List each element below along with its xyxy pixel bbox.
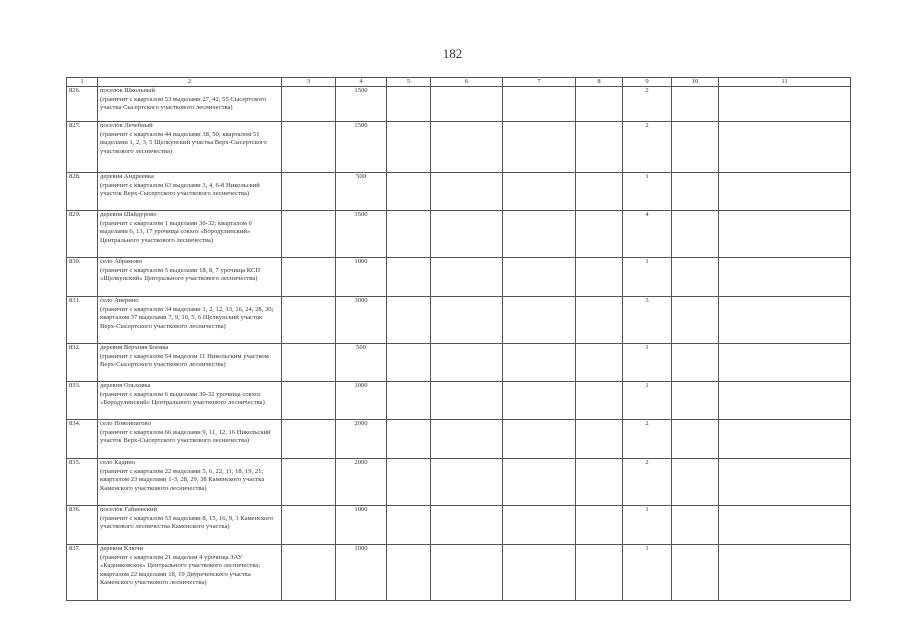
cell-col3 bbox=[282, 87, 336, 122]
area-value: 3500 bbox=[336, 211, 387, 258]
cell-col7 bbox=[503, 506, 576, 545]
row-number: 836. bbox=[67, 506, 98, 545]
table-row bbox=[67, 545, 851, 601]
row-number: 827. bbox=[67, 122, 98, 173]
area-value: 1000 bbox=[336, 545, 387, 601]
area-value: 3000 bbox=[336, 297, 387, 344]
table-row bbox=[67, 506, 851, 545]
location-cell bbox=[98, 211, 282, 258]
row-number: 828. bbox=[67, 173, 98, 211]
cell-col10 bbox=[672, 258, 719, 297]
cell-col8 bbox=[576, 545, 623, 601]
cell-col10 bbox=[672, 506, 719, 545]
col-header-4: 4 bbox=[336, 78, 387, 87]
cell-col8 bbox=[576, 173, 623, 211]
cell-col10 bbox=[672, 297, 719, 344]
col-header-10: 10 bbox=[672, 78, 719, 87]
table-row bbox=[67, 297, 851, 344]
cell-col6 bbox=[431, 506, 503, 545]
location-cell bbox=[98, 258, 282, 297]
cell-col5 bbox=[387, 297, 431, 344]
cell-col7 bbox=[503, 382, 576, 420]
location-description: (граничит с кварталом 63 выделами 3, 4, 6-8 Никольский участок Верх-Сысертского участкового лесничества) bbox=[100, 181, 260, 198]
cell-col6 bbox=[431, 211, 503, 258]
cell-col6 bbox=[431, 344, 503, 382]
row-number: 832. bbox=[67, 344, 98, 382]
col-header-2: 2 bbox=[98, 78, 282, 87]
cell-col3 bbox=[282, 297, 336, 344]
cell-col10 bbox=[672, 122, 719, 173]
location-cell bbox=[98, 87, 282, 122]
cell-col3 bbox=[282, 506, 336, 545]
location-cell bbox=[98, 297, 282, 344]
settlements-table bbox=[66, 77, 851, 601]
cell-col5 bbox=[387, 211, 431, 258]
col9-value: 2 bbox=[623, 459, 672, 506]
cell-col6 bbox=[431, 258, 503, 297]
col9-value: 3 bbox=[623, 297, 672, 344]
col9-value: 2 bbox=[623, 420, 672, 459]
cell-col8 bbox=[576, 258, 623, 297]
cell-col10 bbox=[672, 87, 719, 122]
table-row bbox=[67, 211, 851, 258]
cell-col10 bbox=[672, 344, 719, 382]
cell-col3 bbox=[282, 382, 336, 420]
row-number: 826. bbox=[67, 87, 98, 122]
cell-col5 bbox=[387, 382, 431, 420]
cell-col11 bbox=[719, 382, 851, 420]
row-number: 833. bbox=[67, 382, 98, 420]
table-row bbox=[67, 258, 851, 297]
cell-col11 bbox=[719, 173, 851, 211]
col9-value: 1 bbox=[623, 258, 672, 297]
cell-col6 bbox=[431, 545, 503, 601]
cell-col11 bbox=[719, 545, 851, 601]
table-row bbox=[67, 420, 851, 459]
cell-col10 bbox=[672, 420, 719, 459]
location-description: (граничит с кварталом 21 выделом 4 урочища ЗАУ «Кадниковское» Центрального участкового лесничества; кварталом 22 выделами 18, 19 Двуреченского участка Каменского участкового лесничества) bbox=[100, 553, 261, 587]
location-cell bbox=[98, 459, 282, 506]
cell-col11 bbox=[719, 420, 851, 459]
cell-col5 bbox=[387, 87, 431, 122]
cell-col3 bbox=[282, 173, 336, 211]
cell-col6 bbox=[431, 122, 503, 173]
cell-col7 bbox=[503, 545, 576, 601]
col-header-7: 7 bbox=[503, 78, 576, 87]
col9-value: 1 bbox=[623, 173, 672, 211]
cell-col5 bbox=[387, 506, 431, 545]
cell-col7 bbox=[503, 297, 576, 344]
area-value: 1500 bbox=[336, 122, 387, 173]
location-description: (граничит с кварталом 5 выделами 18, 8, 7 урочища КСП «Щелкунский» Центрального участкового лесничества) bbox=[100, 266, 261, 283]
area-value: 2000 bbox=[336, 459, 387, 506]
location-cell bbox=[98, 545, 282, 601]
col-header-5: 5 bbox=[387, 78, 431, 87]
table-row bbox=[67, 344, 851, 382]
row-number: 831. bbox=[67, 297, 98, 344]
row-number: 835. bbox=[67, 459, 98, 506]
cell-col10 bbox=[672, 459, 719, 506]
table-row bbox=[67, 382, 851, 420]
location-name: поселок Лечебный bbox=[100, 122, 153, 129]
area-value: 1000 bbox=[336, 258, 387, 297]
cell-col5 bbox=[387, 258, 431, 297]
location-description: (граничит с кварталом 6 выделами 30-32 урочища совхоз «Бородулинский» Центрального участкового лесничества) bbox=[100, 390, 265, 407]
cell-col7 bbox=[503, 420, 576, 459]
col9-value: 1 bbox=[623, 506, 672, 545]
area-value: 1000 bbox=[336, 506, 387, 545]
location-description: (граничит с кварталом 22 выделами 5, 6, 22, 11, 18, 19, 21; кварталом 23 выделами 1-3, 28, 29, 38 Каменского участка Каменского участкового лесничества) bbox=[100, 467, 265, 492]
cell-col5 bbox=[387, 344, 431, 382]
header-row bbox=[67, 78, 851, 87]
cell-col10 bbox=[672, 173, 719, 211]
location-name: село Абрамово bbox=[100, 258, 143, 265]
cell-col8 bbox=[576, 459, 623, 506]
location-cell bbox=[98, 420, 282, 459]
location-description: (граничит с кварталом 66 выделами 9, 11, 12, 16 Никольский участок Верх-Сысертского участкового лесничества) bbox=[100, 428, 271, 445]
cell-col3 bbox=[282, 344, 336, 382]
cell-col7 bbox=[503, 211, 576, 258]
col9-value: 2 bbox=[623, 87, 672, 122]
cell-col7 bbox=[503, 344, 576, 382]
col-header-6: 6 bbox=[431, 78, 503, 87]
cell-col3 bbox=[282, 258, 336, 297]
cell-col7 bbox=[503, 258, 576, 297]
col-header-3: 3 bbox=[282, 78, 336, 87]
cell-col3 bbox=[282, 211, 336, 258]
cell-col11 bbox=[719, 211, 851, 258]
location-name: село Кадино bbox=[100, 459, 136, 466]
cell-col8 bbox=[576, 297, 623, 344]
location-name: поселок Габиевский bbox=[100, 506, 158, 513]
cell-col5 bbox=[387, 122, 431, 173]
col9-value: 1 bbox=[623, 382, 672, 420]
cell-col10 bbox=[672, 211, 719, 258]
cell-col8 bbox=[576, 382, 623, 420]
location-name: село Новоипатово bbox=[100, 420, 151, 427]
cell-col6 bbox=[431, 173, 503, 211]
location-cell bbox=[98, 382, 282, 420]
area-value: 1500 bbox=[336, 87, 387, 122]
cell-col5 bbox=[387, 173, 431, 211]
cell-col11 bbox=[719, 87, 851, 122]
location-description: (граничит с кварталом 53 выделами 8, 15, 16, 9, 3 Каменского участкового лесничества Каменского участка) bbox=[100, 514, 274, 531]
row-number: 834. bbox=[67, 420, 98, 459]
location-name: село Аверино bbox=[100, 297, 139, 304]
cell-col11 bbox=[719, 344, 851, 382]
col-header-9: 9 bbox=[623, 78, 672, 87]
cell-col11 bbox=[719, 258, 851, 297]
table-row bbox=[67, 87, 851, 122]
location-cell bbox=[98, 173, 282, 211]
location-description: (граничит с кварталом 54 выделом 11 Никольским участком Верх-Сысертского участкового лесничества) bbox=[100, 352, 269, 369]
location-name: деревня Верхняя Боевка bbox=[100, 344, 169, 351]
cell-col10 bbox=[672, 382, 719, 420]
cell-col3 bbox=[282, 459, 336, 506]
cell-col5 bbox=[387, 545, 431, 601]
cell-col8 bbox=[576, 122, 623, 173]
location-cell bbox=[98, 122, 282, 173]
location-name: поселок Школьный bbox=[100, 87, 155, 94]
cell-col7 bbox=[503, 87, 576, 122]
cell-col8 bbox=[576, 87, 623, 122]
location-description: (граничит с кварталом 53 выделами 27, 42, 55 Сысертского участка Сысертского участкового лесничества) bbox=[100, 95, 267, 112]
cell-col7 bbox=[503, 459, 576, 506]
location-name: деревня Ключи bbox=[100, 545, 144, 552]
cell-col11 bbox=[719, 459, 851, 506]
row-number: 830. bbox=[67, 258, 98, 297]
location-description: (граничит с кварталом 34 выделами 1, 2, 12, 13, 16, 24, 28, 30; кварталом 37 выделами 7, 9, 10, 5, 6 Щелкунский участок Верх-Сысертского участкового лесничества) bbox=[100, 305, 274, 330]
area-value: 2000 bbox=[336, 420, 387, 459]
cell-col7 bbox=[503, 122, 576, 173]
location-name: деревня Ольховка bbox=[100, 382, 151, 389]
table-row bbox=[67, 459, 851, 506]
table-row bbox=[67, 173, 851, 211]
area-value: 500 bbox=[336, 344, 387, 382]
location-cell bbox=[98, 506, 282, 545]
cell-col7 bbox=[503, 173, 576, 211]
cell-col3 bbox=[282, 122, 336, 173]
cell-col8 bbox=[576, 344, 623, 382]
cell-col5 bbox=[387, 420, 431, 459]
col-header-8: 8 bbox=[576, 78, 623, 87]
area-value: 500 bbox=[336, 173, 387, 211]
location-name: деревня Андреевка bbox=[100, 173, 154, 180]
col9-value: 1 bbox=[623, 344, 672, 382]
location-description: (граничит с кварталом 44 выделами 38, 50; кварталом 51 выделами 1, 2, 3, 5 Щелкунский участка Верх-Сысертского участкового лесничества) bbox=[100, 130, 267, 155]
cell-col11 bbox=[719, 297, 851, 344]
cell-col8 bbox=[576, 506, 623, 545]
cell-col11 bbox=[719, 506, 851, 545]
cell-col10 bbox=[672, 545, 719, 601]
cell-col6 bbox=[431, 297, 503, 344]
table-row bbox=[67, 122, 851, 173]
cell-col5 bbox=[387, 459, 431, 506]
cell-col3 bbox=[282, 545, 336, 601]
col-header-1: 1 bbox=[67, 78, 98, 87]
row-number: 829. bbox=[67, 211, 98, 258]
col-header-11: 11 bbox=[719, 78, 851, 87]
col9-value: 2 bbox=[623, 122, 672, 173]
cell-col6 bbox=[431, 420, 503, 459]
cell-col6 bbox=[431, 459, 503, 506]
location-name: деревня Шайдурово bbox=[100, 211, 157, 218]
location-description: (граничит с кварталом 1 выделами 30-32; кварталом 6 выделами 6, 13, 17 урочища совхоз «Бородулинский» Центрального участкового лесничества) bbox=[100, 219, 252, 244]
location-cell bbox=[98, 344, 282, 382]
cell-col8 bbox=[576, 211, 623, 258]
cell-col3 bbox=[282, 420, 336, 459]
cell-col6 bbox=[431, 382, 503, 420]
cell-col8 bbox=[576, 420, 623, 459]
area-value: 1000 bbox=[336, 382, 387, 420]
page-number: 182 bbox=[442, 46, 463, 61]
col9-value: 4 bbox=[623, 211, 672, 258]
row-number: 837. bbox=[67, 545, 98, 601]
col9-value: 1 bbox=[623, 545, 672, 601]
cell-col11 bbox=[719, 122, 851, 173]
cell-col6 bbox=[431, 87, 503, 122]
